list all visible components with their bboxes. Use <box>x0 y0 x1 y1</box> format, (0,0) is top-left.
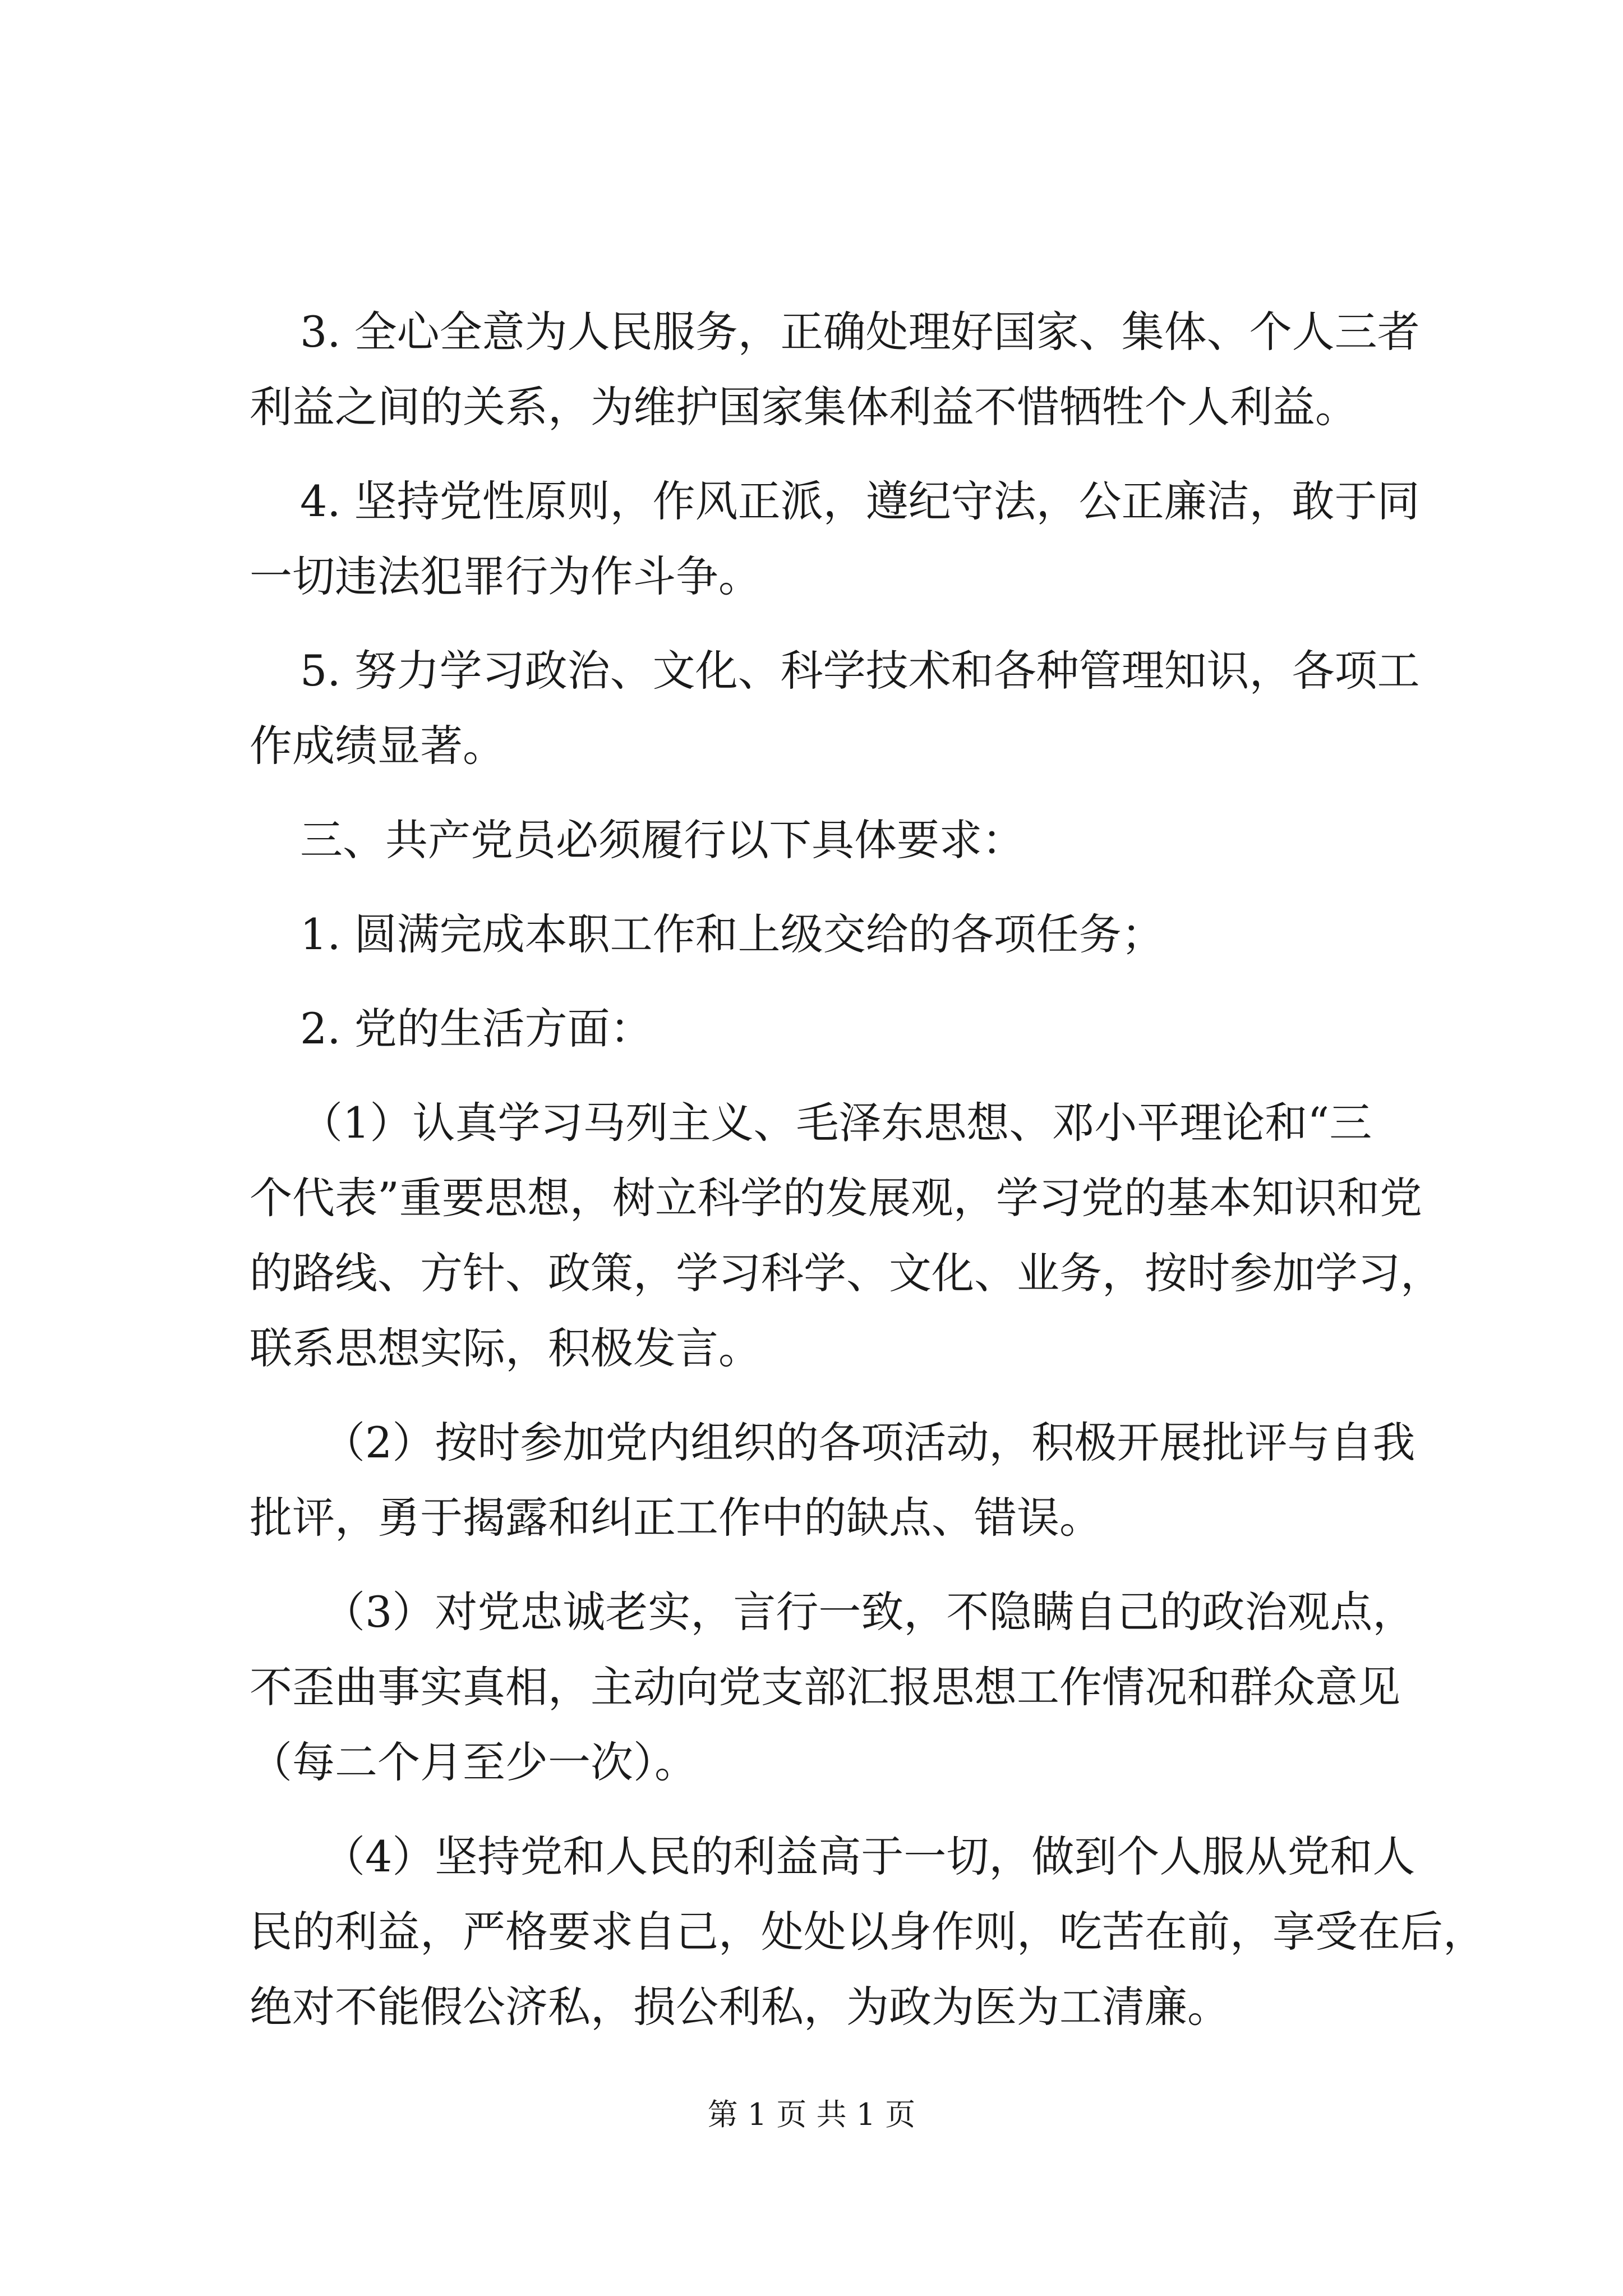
text-line: 利益之间的关系，为维护国家集体利益不惜牺牲个人利益。 <box>250 382 1358 432</box>
text-line: 4. 坚持党性原则，作风正派，遵纪守法，公正廉洁，敢于同 <box>300 476 1420 526</box>
text-line: 个代表”重要思想，树立科学的发展观，学习党的基本知识和党 <box>250 1173 1422 1223</box>
text-line: 批评，勇于揭露和纠正工作中的缺点、错误。 <box>250 1493 1102 1543</box>
sub-item-1 <box>250 1085 1443 1386</box>
paragraph-item-3 <box>250 295 1420 445</box>
text-line: （4）坚持党和人民的利益高于一切，做到个人服从党和人 <box>322 1832 1415 1881</box>
text-line: 作成绩显著。 <box>250 721 505 771</box>
paragraph-requirement-1 <box>250 897 1416 972</box>
text-line: 绝对不能假公济私，损公利私，为政为医为工清廉。 <box>250 1982 1230 2032</box>
text-line: （1）认真学习马列主义、毛泽东思想、邓小平理论和“三 <box>300 1098 1372 1148</box>
sub-item-3 <box>250 1575 1416 1800</box>
text-line: （2）按时参加党内组织的各项活动，积极开展批评与自我 <box>322 1418 1415 1467</box>
page-number-label: 第 1 页 共 1 页 <box>707 2097 916 2132</box>
paragraph-requirement-2 <box>250 991 1416 1066</box>
text-line: 不歪曲事实真相，主动向党支部汇报思想工作情况和群众意见 <box>250 1662 1400 1712</box>
paragraph-item-4 <box>250 464 1420 614</box>
text-line: 联系思想实际，积极发言。 <box>250 1323 761 1373</box>
page-footer <box>0 2095 1623 2134</box>
sub-item-2 <box>250 1405 1416 1556</box>
sub-item-4 <box>250 1819 1486 2045</box>
paragraph-item-5 <box>250 633 1420 784</box>
text-line: 2. 党的生活方面： <box>300 1004 653 1053</box>
text-line: 民的利益，严格要求自己，处处以身作则，吃苦在前，享受在后， <box>250 1907 1486 1957</box>
text-line: 1. 圆满完成本职工作和上级交给的各项任务； <box>300 909 1164 959</box>
text-line: 3. 全心全意为人民服务，正确处理好国家、集体、个人三者 <box>300 307 1420 357</box>
section-heading-3 <box>250 803 1416 878</box>
text-line: 一切违法犯罪行为作斗争。 <box>250 551 761 601</box>
heading-line: 三、共产党员必须履行以下具体要求： <box>300 815 1025 865</box>
text-line: （3）对党忠诚老实，言行一致，不隐瞒自己的政治观点， <box>322 1587 1415 1637</box>
document-body <box>250 295 1486 2064</box>
text-line: 5. 努力学习政治、文化、科学技术和各种管理知识，各项工 <box>300 646 1420 696</box>
text-line: （每二个月至少一次）。 <box>250 1737 697 1787</box>
text-line: 的路线、方针、政策，学习科学、文化、业务，按时参加学习， <box>250 1248 1443 1298</box>
